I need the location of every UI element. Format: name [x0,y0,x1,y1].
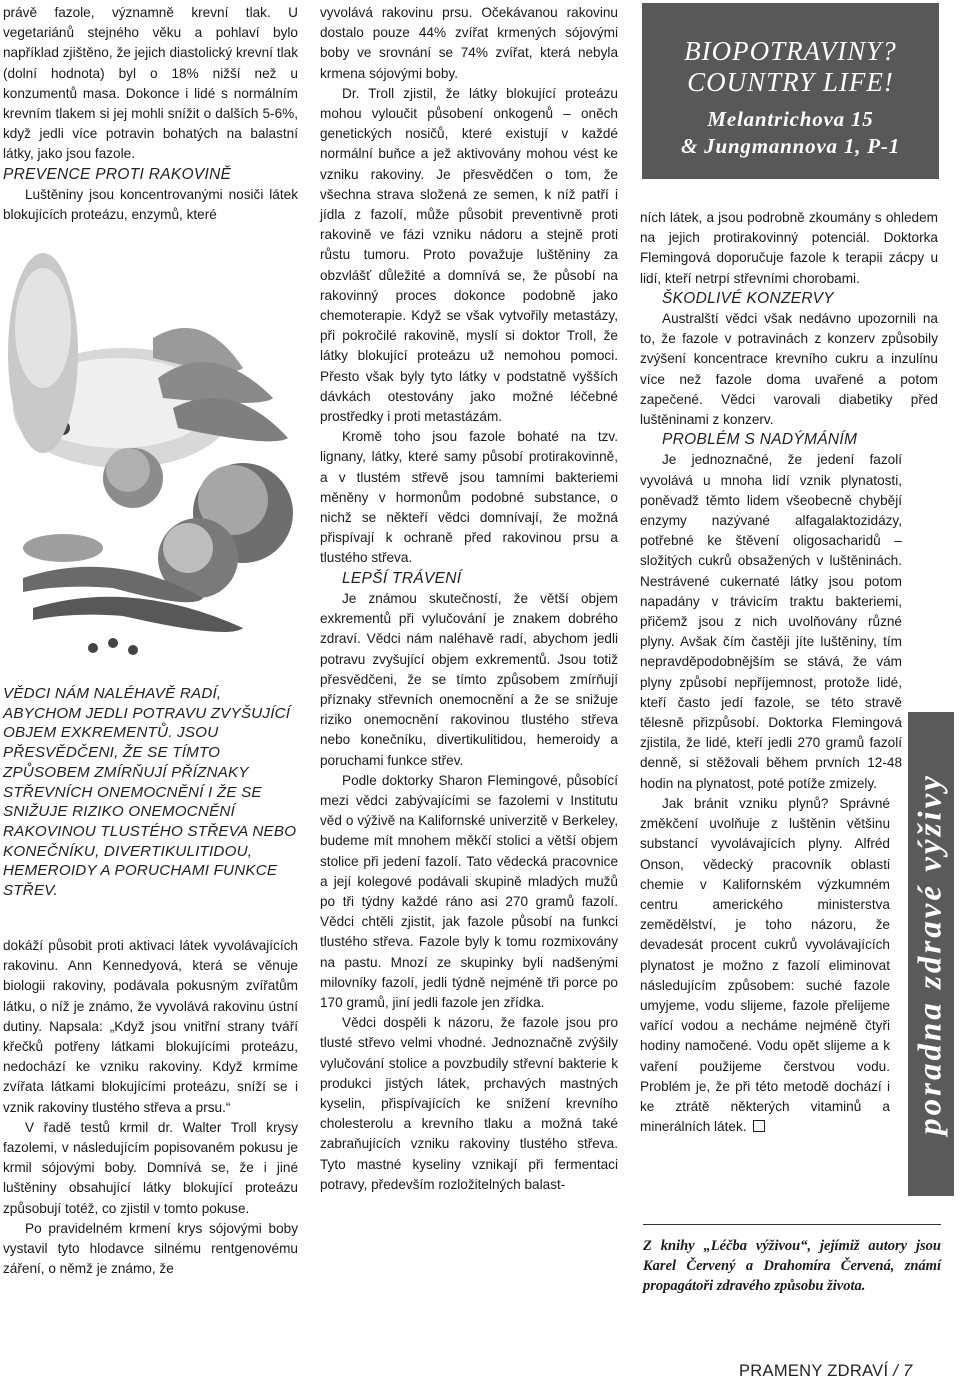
col1-heading-prevence: PREVENCE PROTI RAKOVINĚ [3,165,232,183]
col2-paragraph-4: Je známou skutečností, že větší objem exkrementů při vylučování je znakem dobrého zdraví. Vědci nám naléhavě radí, abychom jedli potravu zvyšující objem exkrementů. Jsou totiž přesvědčeni, že se tímto způsobem zmírňují příznaky střevních onemocnění a že se snižuje riziko onemocnění rakovinou tlustého střeva nebo konečníku, divertikulitidou, hemeroidy a poruchami funkce střev. [320,590,618,768]
col1-paragraph-2: Luštěniny jsou koncentrovanými nosiči látek blokujících proteázu, enzymů, které [3,186,298,223]
column-1-continued [3,936,298,1279]
col3-heading-skodlive-konzervy: ŠKODLIVÉ KONZERVY [662,289,834,307]
column-1 [3,3,298,225]
column-3 [640,208,938,1137]
pull-quote: VĚDCI NÁM NALÉHAVĚ RADÍ, ABYCHOM JEDLI POTRAVU ZVYŠUJÍCÍ OBJEM EXKREMENTŮ. JSOU PŘESVĚDČENI, ŽE SE TÍMTO ZPŮSOBEM ZMÍRŇUJÍ PŘÍZNAKY STŘEVNÍCH ONEMOCNĚNÍ I ŽE SE SNIŽUJE RIZIKO ONEMOCNĚNÍ RAKOVINOU TLUSTÉHO STŘEVA NEBO KONEČNÍKU, DIVERTIKULITIDOU, HEMEROIDY A PORUCHAMI FUNKCE STŘEV. [3,685,297,900]
col2-paragraph-3: Kromě toho jsou fazole bohaté na tzv. lignany, látky, které samy působí protirakovinně, a v tlustém střevě jsou tamními bakteriemi měněny v hormonům podobné substance, o nichž se někteří vědci domnívají, že možná přispívají k ochraně před rakovinou prsu a tlustého střeva. [320,429,618,566]
col3-paragraph-4-text: Jak bránit vzniku plynů? Správné změkčení uvolňuje z luštěnin většinu substancí vyvolávajících plyny. Alfréd Onson, vědecký pracovník oblasti chemie v Kalifornském výzkumném centru amerického ministerstva zemědělství, je toho názoru, že devadesát procent cukrů vyvolávajících plynatost je možno z fazolí eliminovat následujícím způsobem: suché fazole umyjeme, vodu slijeme, fazole přelijeme vařící vodou a necháme nejméně čtyři hodiny namočené. Vodu opět slijeme a k vaření použijeme čerstvou vodu. Problém je, že při této metodě dochází i ke ztrátě některých vitaminů a minerálních látek. [640,795,890,1135]
col3-heading-problem-nadymani: PROBLÉM S NADÝMÁNÍM [662,431,858,449]
col1-paragraph-5: Po pravidelném krmení krys sójovými boby vystavil tyto hlodavce silnému rentgenovému záření, o němž je známo, že [3,1220,298,1277]
book-source-caption: Z knihy „Léčba výživou“, jejímiž autory jsou Karel Červený a Drahomíra Červená, známí propagátoři zdravého způsobu života. [643,1238,941,1294]
column-2 [320,3,618,1195]
page-number: / 7 [893,1362,913,1380]
banner-address-1: Melantrichova 15 [707,107,874,131]
col3-paragraph-3: Je jednoznačné, že jedení fazolí vyvolává u mnoha lidí vznik plynatosti, poněvadž těmto lidem všeobecně chybějí enzymy nazývané alfagalaktozidázy, potřebné ke štěvení oligosacharidů – složitých cukrů obsažených v luštěninách. Nestrávené cukernaté látky jsou potom napadány v trávicím traktu bakteriemi, přičemž jsou z nich uvolňovány různé plyny. Avšak čím častěji jíte luštěniny, tím nepravděpodobnějším se stává, že vám plyny způsobí nepříjemnost, protože lidé, kteří často jedí fazole, se této stravě tělesně přizpůsobí. Doktorka Flemingová zjistila, že lidé, kteří jedli 270 gramů fazolí denně, si stěžovali během prvních 12-48 hodin na plynatost, poté potíže zmizely. [640,452,902,791]
col3-paragraph-4 [640,794,890,1137]
col3-paragraph-2: Australští vědci však nedávno upozornili na to, že fazole v potravinách z konzerv způsobily zvýšení koncentrace krevního cukru a inzulínu více než fazole doma uvařené a potom zapečené. Vědci varovali diabetiky před luštěninami z konzerv. [640,311,938,428]
beans-vegetables-photo [3,248,301,666]
banner-line-2: COUNTRY LIFE! [687,67,894,97]
caption-divider [643,1224,941,1225]
section-label-box [908,712,954,1196]
magazine-name: PRAMENY ZDRAVÍ [739,1362,889,1380]
col1-paragraph-1: právě fazole, významně krevní tlak. U vegetariánů stejného věku a pohlaví bylo například zjištěno, že jejich diastolický krevní tlak (dolní hodnota) byl o 18% nižší než u konzumentů masa. Dokonce i lidé s normálním krevním tlakem si jej mohli snížit o dalších 5-6%, když jedli více potravin bohatých na balastní látky, jako jsou fazole. [3,5,298,162]
col2-paragraph-2: Dr. Troll zjistil, že látky blokující proteázu mohou vyloučit působení onkogenů – oněch genetických nosičů, které existují v každé normální buňce a jež aktivovány mohou vést ke vzniku rakoviny. Je přesvědčen o tom, že všechna strava složená ze semen, k níž patří i jídla z fazolí, může působit preventivně proti rakovině ve fázi vzniku nádoru a stejně proti růstu tumoru. Proto považuje luštěniny za obzvlášť důležité a domnívá se, že působí na rakovinný proces dokonce podobně jako chemoterapie. Když se však vytvořily metastázy, při pokročilé rakovině, myslí si doktor Troll, že látky blokující proteázu už nemohou pomoci. Přesto však byly tyto látky v podstatně vyšších dávkách otestovány jako možné léčebné prostředky i proti metastázám. [320,85,618,425]
page-footer [739,1362,913,1381]
col3-paragraph-1: ních látek, a jsou podrobně zkoumány s ohledem na jejich protirakovinný potenciál. Doktorka Flemingová doporučuje fazole k terapii zácpy u lidí, kteří netrpí střevními chorobami. [640,210,938,286]
col2-paragraph-5: Podle doktorky Sharon Flemingové, působící mezi vědci zabývajícími se fazolemi v Institutu věd o výživě na Kalifornské univerzitě v Berkeley, budeme mít mnohem měkčí stolici a větší objem stolice při jedení fazolí. Tato vědecká pracovnice a její kolegové podávali skupině mladých mužů po tři týdny každé ráno asi 270 gramů fazolí. Vědci chtěli zjistit, jak fazole působí na funkci tlustého střeva. Fazole byly k tomu rozmixovány na pastu. Mnozí ze skupinky byli nadšenými milovníky fazolí, jedli týdně nejméně tři porce po 170 gramů, jiní jedli fazole jen zřídka. [320,772,618,1010]
end-of-article-square-icon [753,1120,765,1132]
section-label: poradna zdravé výživy [912,773,949,1135]
col2-paragraph-6: Vědci dospěli k názoru, že fazole jsou pro tlusté střevo velmi vhodné. Jednoznačně zvýšily vylučování stolice a povzbudily střevní bakterie k produkci jistých látek, prchavých mastných kyselin, přispívajících ke snížení krevního cholesterolu a krevního tlaku a možná také zabraňujících vzniku rakoviny tlustého střeva. Tyto mastné kyseliny vznikají při fermentaci potravy, především rozložitelných balast- [320,1015,618,1192]
col1-paragraph-4: V řadě testů krmil dr. Walter Troll krysy fazolemi, v následujícím popisovaném pokusu je krmil sójovými boby. Domnívá se, že i jiné luštěniny obsahující látky blokující proteázu způsobují totéž, co zjistil v tomto pokuse. [3,1119,298,1216]
banner-line-1: BIOPOTRAVINY? [684,36,897,66]
col1-paragraph-3: dokáží působit proti aktivaci látek vyvolávajících rakovinu. Ann Kennedyová, která se věnuje biologii rakoviny, podávala pokusným zvířatům látku, o níž je známo, že vyvolává rakovinu ústní dutiny. Napsala: „Když jsou vnitřní strany tváří křečků potřeny látkami blokujícími proteázu, nedochází ke vzniku rakoviny. Když krmíme zvířata látkami blokujícími proteázu, sníží se i vznik rakoviny tlustého střeva a prsu.“ [3,938,298,1115]
biopotraviny-ad-banner [642,3,939,179]
banner-address-2: & Jungmannova 1, P-1 [680,134,901,158]
col2-paragraph-1: vyvolává rakovinu prsu. Očekávanou rakovinu dostalo pouze 44% zvířat krmených sójovými boby ve srovnání se 74% zvířat, která nebyla krmena sójovými boby. [320,5,618,81]
col2-heading-lepsi-traveni: LEPŠÍ TRÁVENÍ [342,569,462,587]
